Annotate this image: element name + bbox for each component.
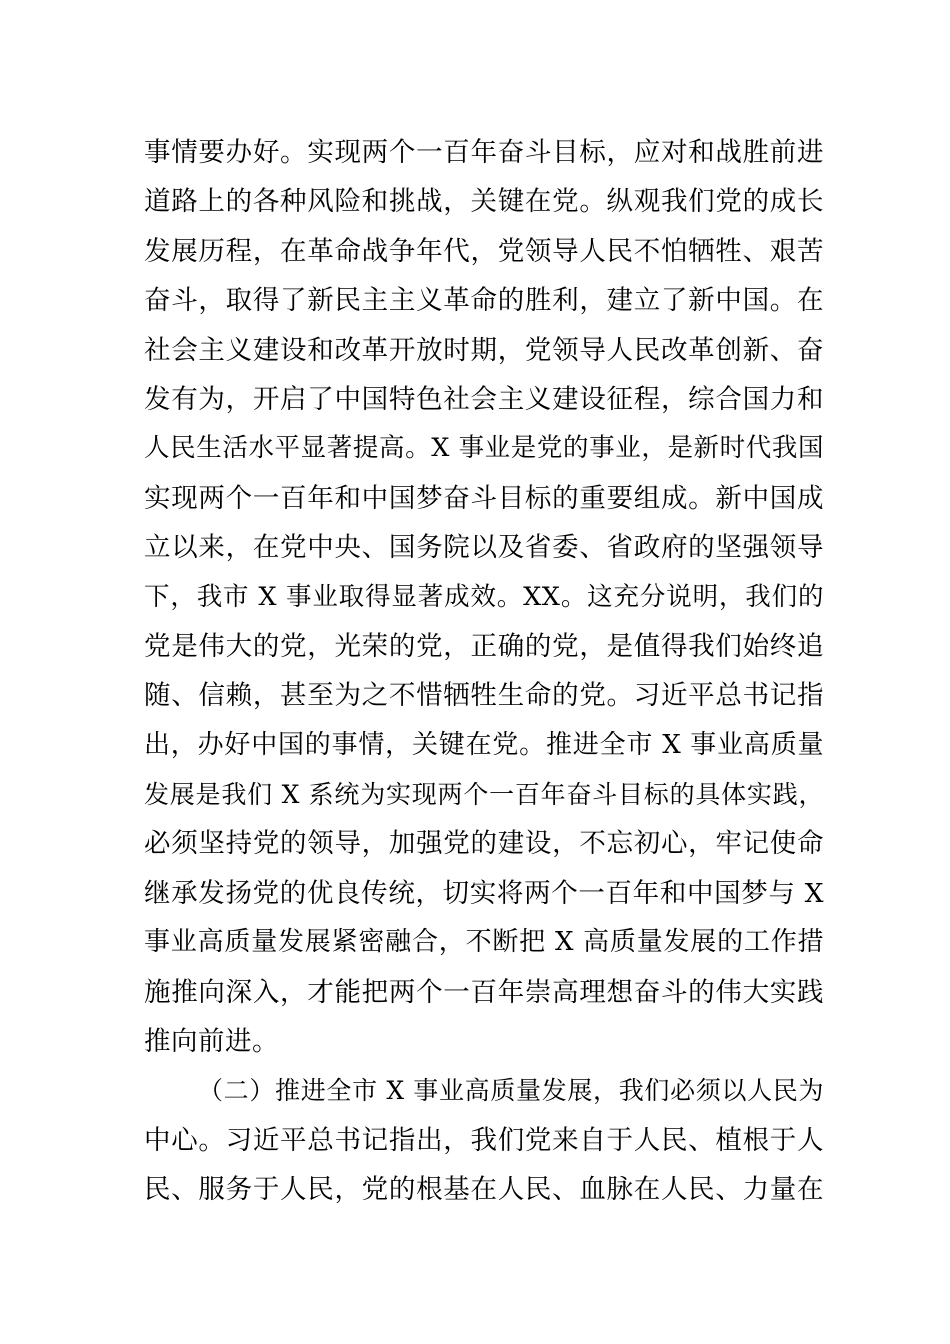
text-line: 随、信赖，甚至为之不惜牺牲生命的党。习近平总书记指	[144, 680, 824, 712]
text-line: 人民生活水平显著提高。X 事业是党的事业，是新时代我国	[144, 433, 824, 464]
text-line: 民、服务于人民，党的根基在人民、血脉在人民、力量在	[144, 1174, 824, 1206]
text-line: 发展是我们 X 系统为实现两个一百年奋斗目标的具体实践，	[144, 780, 824, 810]
text-line: 社会主义建设和改革开放时期，党领导人民改革创新、奋	[144, 334, 824, 366]
text-line: 事情要办好。实现两个一百年奋斗目标，应对和战胜前进	[144, 137, 824, 168]
text-line: 下，我市 X 事业取得显著成效。XX。这充分说明，我们的	[144, 581, 824, 612]
text-line: 必须坚持党的领导，加强党的建设，不忘初心，牢记使命	[144, 828, 824, 860]
text-line: 立以来，在党中央、国务院以及省委、省政府的坚强领导	[144, 532, 824, 564]
text-line: 施推向深入，才能把两个一百年崇高理想奋斗的伟大实践	[144, 976, 824, 1008]
text-line: 发有为，开启了中国特色社会主义建设征程，综合国力和	[144, 383, 824, 415]
text-line: 奋斗，取得了新民主主义革命的胜利，建立了新中国。在	[144, 285, 824, 317]
text-line: 党是伟大的党，光荣的党，正确的党，是值得我们始终追	[144, 630, 824, 662]
text-line: 出，办好中国的事情，关键在党。推进全市 X 事业高质量	[144, 729, 824, 760]
text-line: 实现两个一百年和中国梦奋斗目标的重要组成。新中国成	[144, 482, 824, 514]
body-text	[144, 128, 824, 1215]
text-line: 推向前进。	[144, 1026, 279, 1058]
section-heading-line: （二）推进全市 X 事业高质量发展，我们必须以人民为	[198, 1076, 824, 1106]
text-line: 继承发扬党的优良传统，切实将两个一百年和中国梦与 X	[144, 877, 824, 909]
text-line: 发展历程，在革命战争年代，党领导人民不怕牺牲、艰苦	[144, 235, 824, 267]
text-line: 道路上的各种风险和挑战，关键在党。纵观我们党的成长	[144, 186, 824, 218]
text-line: 事业高质量发展紧密融合，不断把 X 高质量发展的工作措	[144, 927, 824, 958]
text-line: 中心。习近平总书记指出，我们党来自于人民、植根于人	[144, 1124, 824, 1156]
